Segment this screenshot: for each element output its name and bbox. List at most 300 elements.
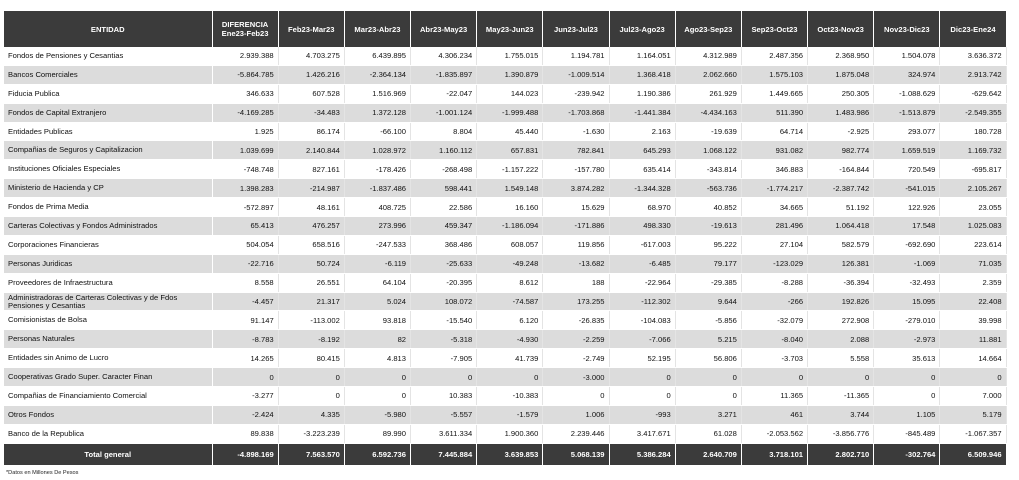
value-cell: 2.939.388	[212, 47, 278, 65]
column-header-period-label: Sep23-Oct23	[751, 24, 798, 34]
value-cell: -993	[609, 405, 675, 424]
value-cell: 0	[278, 387, 344, 406]
value-cell: 0	[609, 387, 675, 406]
value-cell: 1.169.732	[940, 141, 1006, 160]
table-row	[4, 424, 1006, 443]
value-cell: -2.549.355	[940, 103, 1006, 122]
value-cell: 511.390	[741, 103, 807, 122]
value-cell: 0	[543, 387, 609, 406]
value-cell: -1.837.486	[344, 179, 410, 198]
value-cell: 61.028	[675, 424, 741, 443]
value-cell: -748.748	[212, 160, 278, 179]
value-cell: 658.516	[278, 235, 344, 254]
value-cell: 0	[741, 368, 807, 387]
value-cell: -629.642	[940, 84, 1006, 103]
value-cell: 2.239.446	[543, 424, 609, 443]
value-cell: 635.414	[609, 160, 675, 179]
value-cell: 1.068.122	[675, 141, 741, 160]
value-cell: 68.970	[609, 198, 675, 217]
value-cell: 91.147	[212, 311, 278, 330]
value-cell: 15.629	[543, 198, 609, 217]
value-cell: 14.664	[940, 349, 1006, 368]
value-cell: 1.105	[874, 405, 940, 424]
value-cell: 645.293	[609, 141, 675, 160]
value-cell: 6.120	[477, 311, 543, 330]
value-cell: -11.365	[808, 387, 874, 406]
value-cell: 8.558	[212, 273, 278, 292]
entity-name-cell: Corporaciones Financieras	[4, 235, 212, 254]
value-cell: -3.000	[543, 368, 609, 387]
value-cell: -617.003	[609, 235, 675, 254]
column-header-period	[609, 11, 675, 47]
value-cell: 5.558	[808, 349, 874, 368]
value-cell: 368.486	[411, 235, 477, 254]
value-cell: 0	[940, 368, 1006, 387]
value-cell: 16.160	[477, 198, 543, 217]
value-cell: 4.703.275	[278, 47, 344, 65]
value-cell: 272.908	[808, 311, 874, 330]
entity-name-cell: Cooperativas Grado Super. Caracter Finan	[4, 368, 212, 387]
total-value-cell: 2.640.709	[675, 443, 741, 465]
value-cell: 657.831	[477, 141, 543, 160]
value-cell: 223.614	[940, 235, 1006, 254]
value-cell: 95.222	[675, 235, 741, 254]
value-cell: -1.630	[543, 122, 609, 141]
entity-name-cell: Banco de la Republica	[4, 424, 212, 443]
entity-name-cell: Compañias de Seguros y Capitalizacion	[4, 141, 212, 160]
column-header-period	[411, 11, 477, 47]
value-cell: 21.317	[278, 292, 344, 311]
value-cell: 498.330	[609, 217, 675, 236]
value-cell: 720.549	[874, 160, 940, 179]
value-cell: -247.533	[344, 235, 410, 254]
value-cell: 2.062.660	[675, 65, 741, 84]
value-cell: 51.192	[808, 198, 874, 217]
entity-name-cell: Proveedores de Infraestructura	[4, 273, 212, 292]
value-cell: -164.844	[808, 160, 874, 179]
value-cell: 461	[741, 405, 807, 424]
table-row	[4, 141, 1006, 160]
value-cell: 8.804	[411, 122, 477, 141]
value-cell: -22.716	[212, 254, 278, 273]
value-cell: -7.905	[411, 349, 477, 368]
value-cell: -66.100	[344, 122, 410, 141]
value-cell: -563.736	[675, 179, 741, 198]
column-header-period-label: Ene23-Feb23	[221, 29, 269, 38]
total-value-cell: 3.639.853	[477, 443, 543, 465]
table-row	[4, 311, 1006, 330]
value-cell: 476.257	[278, 217, 344, 236]
value-cell: -112.302	[609, 292, 675, 311]
table-row	[4, 47, 1006, 65]
value-cell: 64.104	[344, 273, 410, 292]
value-cell: 4.335	[278, 405, 344, 424]
value-cell: -4.930	[477, 330, 543, 349]
total-value-cell: 7.445.884	[411, 443, 477, 465]
value-cell: 3.611.334	[411, 424, 477, 443]
entity-name-cell: Bancos Comerciales	[4, 65, 212, 84]
value-cell: 1.449.665	[741, 84, 807, 103]
value-cell: 1.900.360	[477, 424, 543, 443]
value-cell: 346.883	[741, 160, 807, 179]
value-cell: 0	[874, 387, 940, 406]
column-header-period	[543, 11, 609, 47]
entity-name-cell: Administradoras de Carteras Colectivas y de Fdos Pensiones y Cesantias	[4, 292, 212, 311]
value-cell: 1.006	[543, 405, 609, 424]
table-body	[4, 47, 1006, 443]
value-cell: 26.551	[278, 273, 344, 292]
value-cell: -25.633	[411, 254, 477, 273]
value-cell: -8.192	[278, 330, 344, 349]
value-cell: -1.513.879	[874, 103, 940, 122]
value-cell: -171.886	[543, 217, 609, 236]
value-cell: -8.783	[212, 330, 278, 349]
value-cell: 1.190.386	[609, 84, 675, 103]
total-value-cell: -4.898.169	[212, 443, 278, 465]
value-cell: 126.381	[808, 254, 874, 273]
value-cell: 3.874.282	[543, 179, 609, 198]
value-cell: 3.417.671	[609, 424, 675, 443]
total-value-cell: 5.386.284	[609, 443, 675, 465]
value-cell: 608.057	[477, 235, 543, 254]
value-cell: 2.163	[609, 122, 675, 141]
value-cell: 4.306.234	[411, 47, 477, 65]
value-cell: 582.579	[808, 235, 874, 254]
column-header-caption: DIFERENCIA	[221, 20, 269, 29]
entity-name-cell: Fiducia Publica	[4, 84, 212, 103]
table-row	[4, 198, 1006, 217]
value-cell: -3.703	[741, 349, 807, 368]
value-cell: -10.383	[477, 387, 543, 406]
value-cell: 89.990	[344, 424, 410, 443]
column-header-period-label: Ago23-Sep23	[684, 24, 733, 34]
value-cell: -5.856	[675, 311, 741, 330]
value-cell: 2.487.356	[741, 47, 807, 65]
value-cell: 1.925	[212, 122, 278, 141]
value-cell: -3.223.239	[278, 424, 344, 443]
value-cell: 504.054	[212, 235, 278, 254]
value-cell: 408.725	[344, 198, 410, 217]
table-row	[4, 292, 1006, 311]
entity-name-cell: Personas Juridicas	[4, 254, 212, 273]
value-cell: 35.613	[874, 349, 940, 368]
value-cell: 1.064.418	[808, 217, 874, 236]
value-cell: 40.852	[675, 198, 741, 217]
value-cell: -845.489	[874, 424, 940, 443]
value-cell: -74.587	[477, 292, 543, 311]
value-cell: -6.485	[609, 254, 675, 273]
value-cell: 22.586	[411, 198, 477, 217]
value-cell: 22.408	[940, 292, 1006, 311]
value-cell: -692.690	[874, 235, 940, 254]
value-cell: 82	[344, 330, 410, 349]
entity-name-cell: Fondos de Prima Media	[4, 198, 212, 217]
value-cell: -4.457	[212, 292, 278, 311]
value-cell: -1.999.488	[477, 103, 543, 122]
value-cell: 1.504.078	[874, 47, 940, 65]
column-header-period	[940, 11, 1006, 47]
entity-name-cell: Ministerio de Hacienda y CP	[4, 179, 212, 198]
value-cell: 2.105.267	[940, 179, 1006, 198]
value-cell: 108.072	[411, 292, 477, 311]
entity-name-cell: Otros Fondos	[4, 405, 212, 424]
entity-name-cell: Personas Naturales	[4, 330, 212, 349]
entity-name-cell: Fondos de Pensiones y Cesantias	[4, 47, 212, 65]
value-cell: 0	[874, 368, 940, 387]
column-header-period	[874, 11, 940, 47]
value-cell: -279.010	[874, 311, 940, 330]
value-cell: 1.549.148	[477, 179, 543, 198]
value-cell: -572.897	[212, 198, 278, 217]
column-header-period	[477, 11, 543, 47]
value-cell: 0	[212, 368, 278, 387]
value-cell: 3.271	[675, 405, 741, 424]
value-cell: 41.739	[477, 349, 543, 368]
value-cell: -2.387.742	[808, 179, 874, 198]
value-cell: -32.079	[741, 311, 807, 330]
value-cell: -29.385	[675, 273, 741, 292]
value-cell: 0	[609, 368, 675, 387]
value-cell: -5.864.785	[212, 65, 278, 84]
table-row	[4, 179, 1006, 198]
table-footer	[4, 443, 1006, 465]
value-cell: -178.426	[344, 160, 410, 179]
value-cell: 4.312.989	[675, 47, 741, 65]
value-cell: -1.069	[874, 254, 940, 273]
value-cell: 1.575.103	[741, 65, 807, 84]
value-cell: -2.424	[212, 405, 278, 424]
value-cell: -1.344.328	[609, 179, 675, 198]
value-cell: 2.368.950	[808, 47, 874, 65]
value-cell: -26.835	[543, 311, 609, 330]
value-cell: 45.440	[477, 122, 543, 141]
value-cell: -5.980	[344, 405, 410, 424]
value-cell: -695.817	[940, 160, 1006, 179]
value-cell: 324.974	[874, 65, 940, 84]
value-cell: 1.028.972	[344, 141, 410, 160]
value-cell: 27.104	[741, 235, 807, 254]
value-cell: 11.365	[741, 387, 807, 406]
value-cell: 71.035	[940, 254, 1006, 273]
entity-name-cell: Entidades sin Animo de Lucro	[4, 349, 212, 368]
table-header	[4, 11, 1006, 47]
value-cell: -7.066	[609, 330, 675, 349]
total-row	[4, 443, 1006, 465]
column-header-period	[212, 11, 278, 47]
value-cell: 23.055	[940, 198, 1006, 217]
value-cell: -19.639	[675, 122, 741, 141]
table-row	[4, 387, 1006, 406]
entity-name-cell: Instituciones Oficiales Especiales	[4, 160, 212, 179]
value-cell: 0	[675, 368, 741, 387]
value-cell: 1.390.879	[477, 65, 543, 84]
value-cell: -268.498	[411, 160, 477, 179]
value-cell: 64.714	[741, 122, 807, 141]
value-cell: 1.755.015	[477, 47, 543, 65]
table-row	[4, 65, 1006, 84]
value-cell: -49.248	[477, 254, 543, 273]
value-cell: 89.838	[212, 424, 278, 443]
value-cell: -1.835.897	[411, 65, 477, 84]
value-cell: 1.516.969	[344, 84, 410, 103]
value-cell: 273.996	[344, 217, 410, 236]
value-cell: 0	[344, 387, 410, 406]
value-cell: 17.548	[874, 217, 940, 236]
column-header-period-label: Abr23-May23	[419, 24, 468, 34]
value-cell: 8.612	[477, 273, 543, 292]
value-cell: -5.557	[411, 405, 477, 424]
value-cell: -157.780	[543, 160, 609, 179]
value-cell: 7.000	[940, 387, 1006, 406]
entity-name-cell: Entidades Publicas	[4, 122, 212, 141]
value-cell: 188	[543, 273, 609, 292]
column-header-period-label: Dic23-Ene24	[950, 24, 996, 34]
entity-name-cell: Fondos de Capital Extranjero	[4, 103, 212, 122]
table-row	[4, 273, 1006, 292]
value-cell: 9.644	[675, 292, 741, 311]
footnote: *Datos en Millones De Pesos	[6, 470, 79, 476]
value-cell: -5.318	[411, 330, 477, 349]
value-cell: 180.728	[940, 122, 1006, 141]
value-cell: 0	[477, 368, 543, 387]
value-cell: 192.826	[808, 292, 874, 311]
value-cell: -1.157.222	[477, 160, 543, 179]
total-value-cell: -302.764	[874, 443, 940, 465]
value-cell: 0	[411, 368, 477, 387]
header-row	[4, 11, 1006, 47]
value-cell: -343.814	[675, 160, 741, 179]
value-cell: -1.579	[477, 405, 543, 424]
column-header-period	[344, 11, 410, 47]
total-value-cell: 7.563.570	[278, 443, 344, 465]
value-cell: 931.082	[741, 141, 807, 160]
value-cell: -1.067.357	[940, 424, 1006, 443]
column-header-period-label: Oct23-Nov23	[817, 24, 864, 34]
value-cell: 1.160.112	[411, 141, 477, 160]
value-cell: 1.659.519	[874, 141, 940, 160]
table-row	[4, 217, 1006, 236]
value-cell: -2.925	[808, 122, 874, 141]
table-row	[4, 254, 1006, 273]
value-cell: -266	[741, 292, 807, 311]
value-cell: -1.703.868	[543, 103, 609, 122]
value-cell: -2.973	[874, 330, 940, 349]
value-cell: -6.119	[344, 254, 410, 273]
value-cell: 250.305	[808, 84, 874, 103]
value-cell: -19.613	[675, 217, 741, 236]
value-cell: 293.077	[874, 122, 940, 141]
value-cell: -239.942	[543, 84, 609, 103]
value-cell: 1.368.418	[609, 65, 675, 84]
value-cell: 10.383	[411, 387, 477, 406]
value-cell: -1.441.384	[609, 103, 675, 122]
value-cell: 2.359	[940, 273, 1006, 292]
value-cell: -3.856.776	[808, 424, 874, 443]
value-cell: 1.194.781	[543, 47, 609, 65]
column-header-period	[278, 11, 344, 47]
value-cell: 50.724	[278, 254, 344, 273]
value-cell: -13.682	[543, 254, 609, 273]
value-cell: -34.483	[278, 103, 344, 122]
column-header-period-label: Feb23-Mar23	[288, 24, 335, 34]
value-cell: 346.633	[212, 84, 278, 103]
column-header-period	[741, 11, 807, 47]
table-row	[4, 349, 1006, 368]
table-row	[4, 122, 1006, 141]
entity-name-cell: Compañias de Financiamiento Comercial	[4, 387, 212, 406]
table-row	[4, 405, 1006, 424]
entity-name-cell: Carteras Colectivas y Fondos Administrados	[4, 217, 212, 236]
value-cell: 1.372.128	[344, 103, 410, 122]
value-cell: -113.002	[278, 311, 344, 330]
value-cell: -104.083	[609, 311, 675, 330]
value-cell: 39.998	[940, 311, 1006, 330]
value-cell: 281.496	[741, 217, 807, 236]
value-cell: -1.009.514	[543, 65, 609, 84]
value-cell: 1.483.986	[808, 103, 874, 122]
table-row	[4, 235, 1006, 254]
value-cell: -32.493	[874, 273, 940, 292]
value-cell: -8.288	[741, 273, 807, 292]
total-value-cell: 6.509.946	[940, 443, 1006, 465]
value-cell: 0	[808, 368, 874, 387]
data-table-container	[4, 11, 1006, 465]
value-cell: 2.913.742	[940, 65, 1006, 84]
value-cell: -15.540	[411, 311, 477, 330]
value-cell: 982.774	[808, 141, 874, 160]
value-cell: 0	[344, 368, 410, 387]
value-cell: 6.439.895	[344, 47, 410, 65]
value-cell: -214.987	[278, 179, 344, 198]
value-cell: 3.636.372	[940, 47, 1006, 65]
column-header-period-label: Nov23-Dic23	[884, 24, 930, 34]
value-cell: 119.856	[543, 235, 609, 254]
value-cell: 827.161	[278, 160, 344, 179]
value-cell: 4.813	[344, 349, 410, 368]
value-cell: 15.095	[874, 292, 940, 311]
value-cell: 1.875.048	[808, 65, 874, 84]
value-cell: -4.169.285	[212, 103, 278, 122]
value-cell: 1.398.283	[212, 179, 278, 198]
table-row	[4, 368, 1006, 387]
differences-table	[4, 11, 1007, 465]
value-cell: 80.415	[278, 349, 344, 368]
total-value-cell: 6.592.736	[344, 443, 410, 465]
total-value-cell: 2.802.710	[808, 443, 874, 465]
value-cell: 14.265	[212, 349, 278, 368]
value-cell: -123.029	[741, 254, 807, 273]
total-value-cell: 5.068.139	[543, 443, 609, 465]
value-cell: 0	[675, 387, 741, 406]
value-cell: -20.395	[411, 273, 477, 292]
value-cell: 598.441	[411, 179, 477, 198]
value-cell: -541.015	[874, 179, 940, 198]
value-cell: 5.024	[344, 292, 410, 311]
value-cell: 52.195	[609, 349, 675, 368]
value-cell: 0	[278, 368, 344, 387]
table-row	[4, 330, 1006, 349]
value-cell: 93.818	[344, 311, 410, 330]
value-cell: 1.025.083	[940, 217, 1006, 236]
value-cell: -2.749	[543, 349, 609, 368]
value-cell: 144.023	[477, 84, 543, 103]
value-cell: 122.926	[874, 198, 940, 217]
value-cell: 2.140.844	[278, 141, 344, 160]
total-value-cell: 3.718.101	[741, 443, 807, 465]
value-cell: -22.047	[411, 84, 477, 103]
value-cell: -3.277	[212, 387, 278, 406]
value-cell: -1.001.124	[411, 103, 477, 122]
